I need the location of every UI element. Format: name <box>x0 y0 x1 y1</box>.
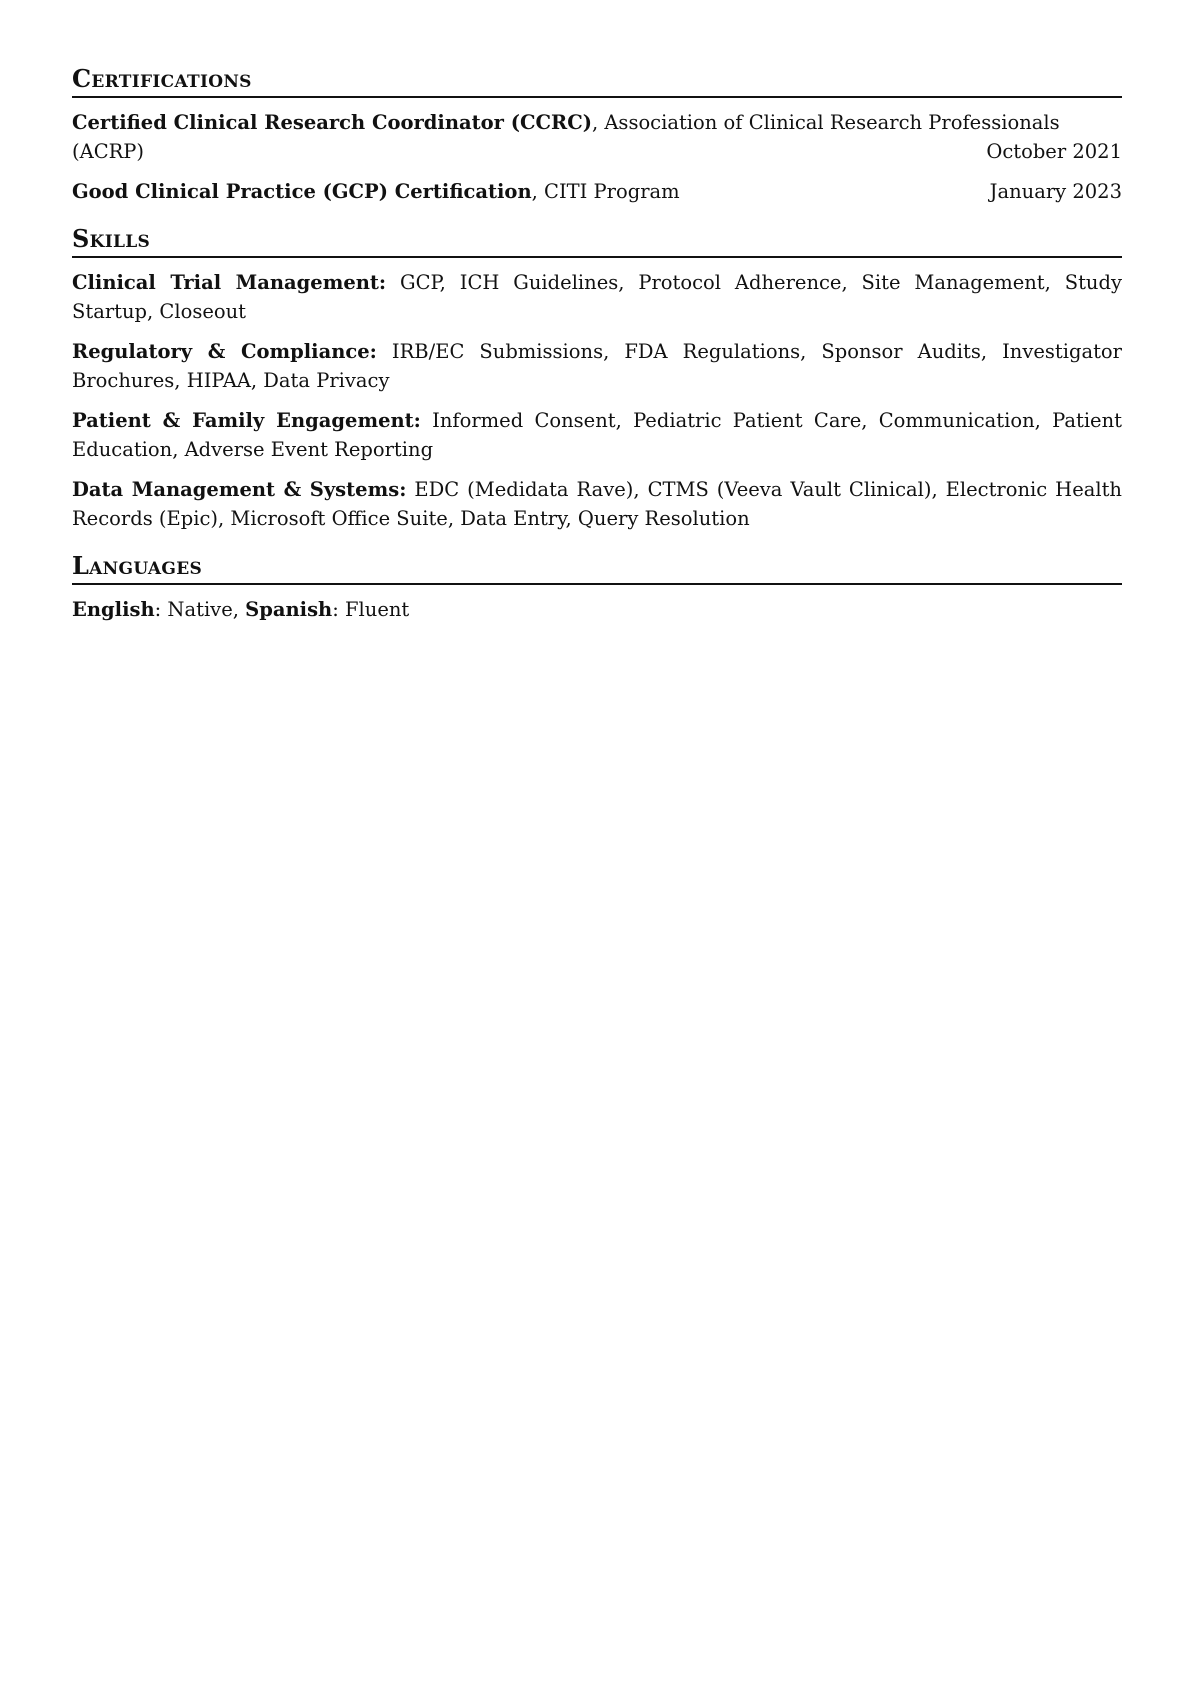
skill-entry <box>72 337 1122 395</box>
languages-entry <box>72 595 1122 624</box>
language-name: English <box>72 598 155 621</box>
certification-entry <box>72 177 1122 206</box>
certification-title: Certified Clinical Research Coordinator (CCRC) <box>72 111 592 134</box>
certification-line <box>72 108 1122 137</box>
languages-section <box>72 551 1122 624</box>
skill-category: Data Management & Systems: <box>72 478 407 501</box>
certifications-section <box>72 64 1122 206</box>
certification-date: January 2023 <box>989 180 1122 203</box>
certification-title: Good Clinical Practice (GCP) Certification <box>72 180 532 203</box>
certification-line <box>72 177 1122 206</box>
certification-issuer: , CITI Program <box>531 180 680 203</box>
certifications-heading: Certifications <box>72 64 1122 98</box>
certification-entry <box>72 108 1122 166</box>
skill-list: IRB/EC Submissions, FDA Regulations, Sponsor Audits, Investigator Brochures, HIPAA, Data Privacy <box>72 340 1122 392</box>
skills-heading: Skills <box>72 224 1122 258</box>
resume-page <box>72 64 1122 642</box>
skill-entry <box>72 268 1122 326</box>
skill-category: Clinical Trial Management: <box>72 271 387 294</box>
language-level: : Fluent <box>332 598 410 621</box>
certification-issuer-continued: (ACRP) <box>72 140 145 163</box>
skill-category: Patient & Family Engagement: <box>72 409 421 432</box>
skill-list: GCP, ICH Guidelines, Protocol Adherence, Site Management, Study Startup, Closeout <box>72 271 1122 323</box>
language-level: : Native, <box>154 598 246 621</box>
skill-entry <box>72 475 1122 533</box>
certification-main <box>72 177 680 206</box>
certification-line <box>72 137 1122 166</box>
certification-date: October 2021 <box>986 140 1122 163</box>
certification-issuer: , Association of Clinical Research Professionals <box>591 111 1060 134</box>
skill-entry <box>72 406 1122 464</box>
skill-list: EDC (Medidata Rave), CTMS (Veeva Vault Clinical), Electronic Health Records (Epic), Microsoft Office Suite, Data Entry, Query Resolution <box>72 478 1122 530</box>
skills-section <box>72 224 1122 533</box>
skill-list: Informed Consent, Pediatric Patient Care, Communication, Patient Education, Adverse Event Reporting <box>72 409 1122 461</box>
languages-heading: Languages <box>72 551 1122 585</box>
skill-category: Regulatory & Compliance: <box>72 340 377 363</box>
language-name: Spanish <box>245 598 333 621</box>
